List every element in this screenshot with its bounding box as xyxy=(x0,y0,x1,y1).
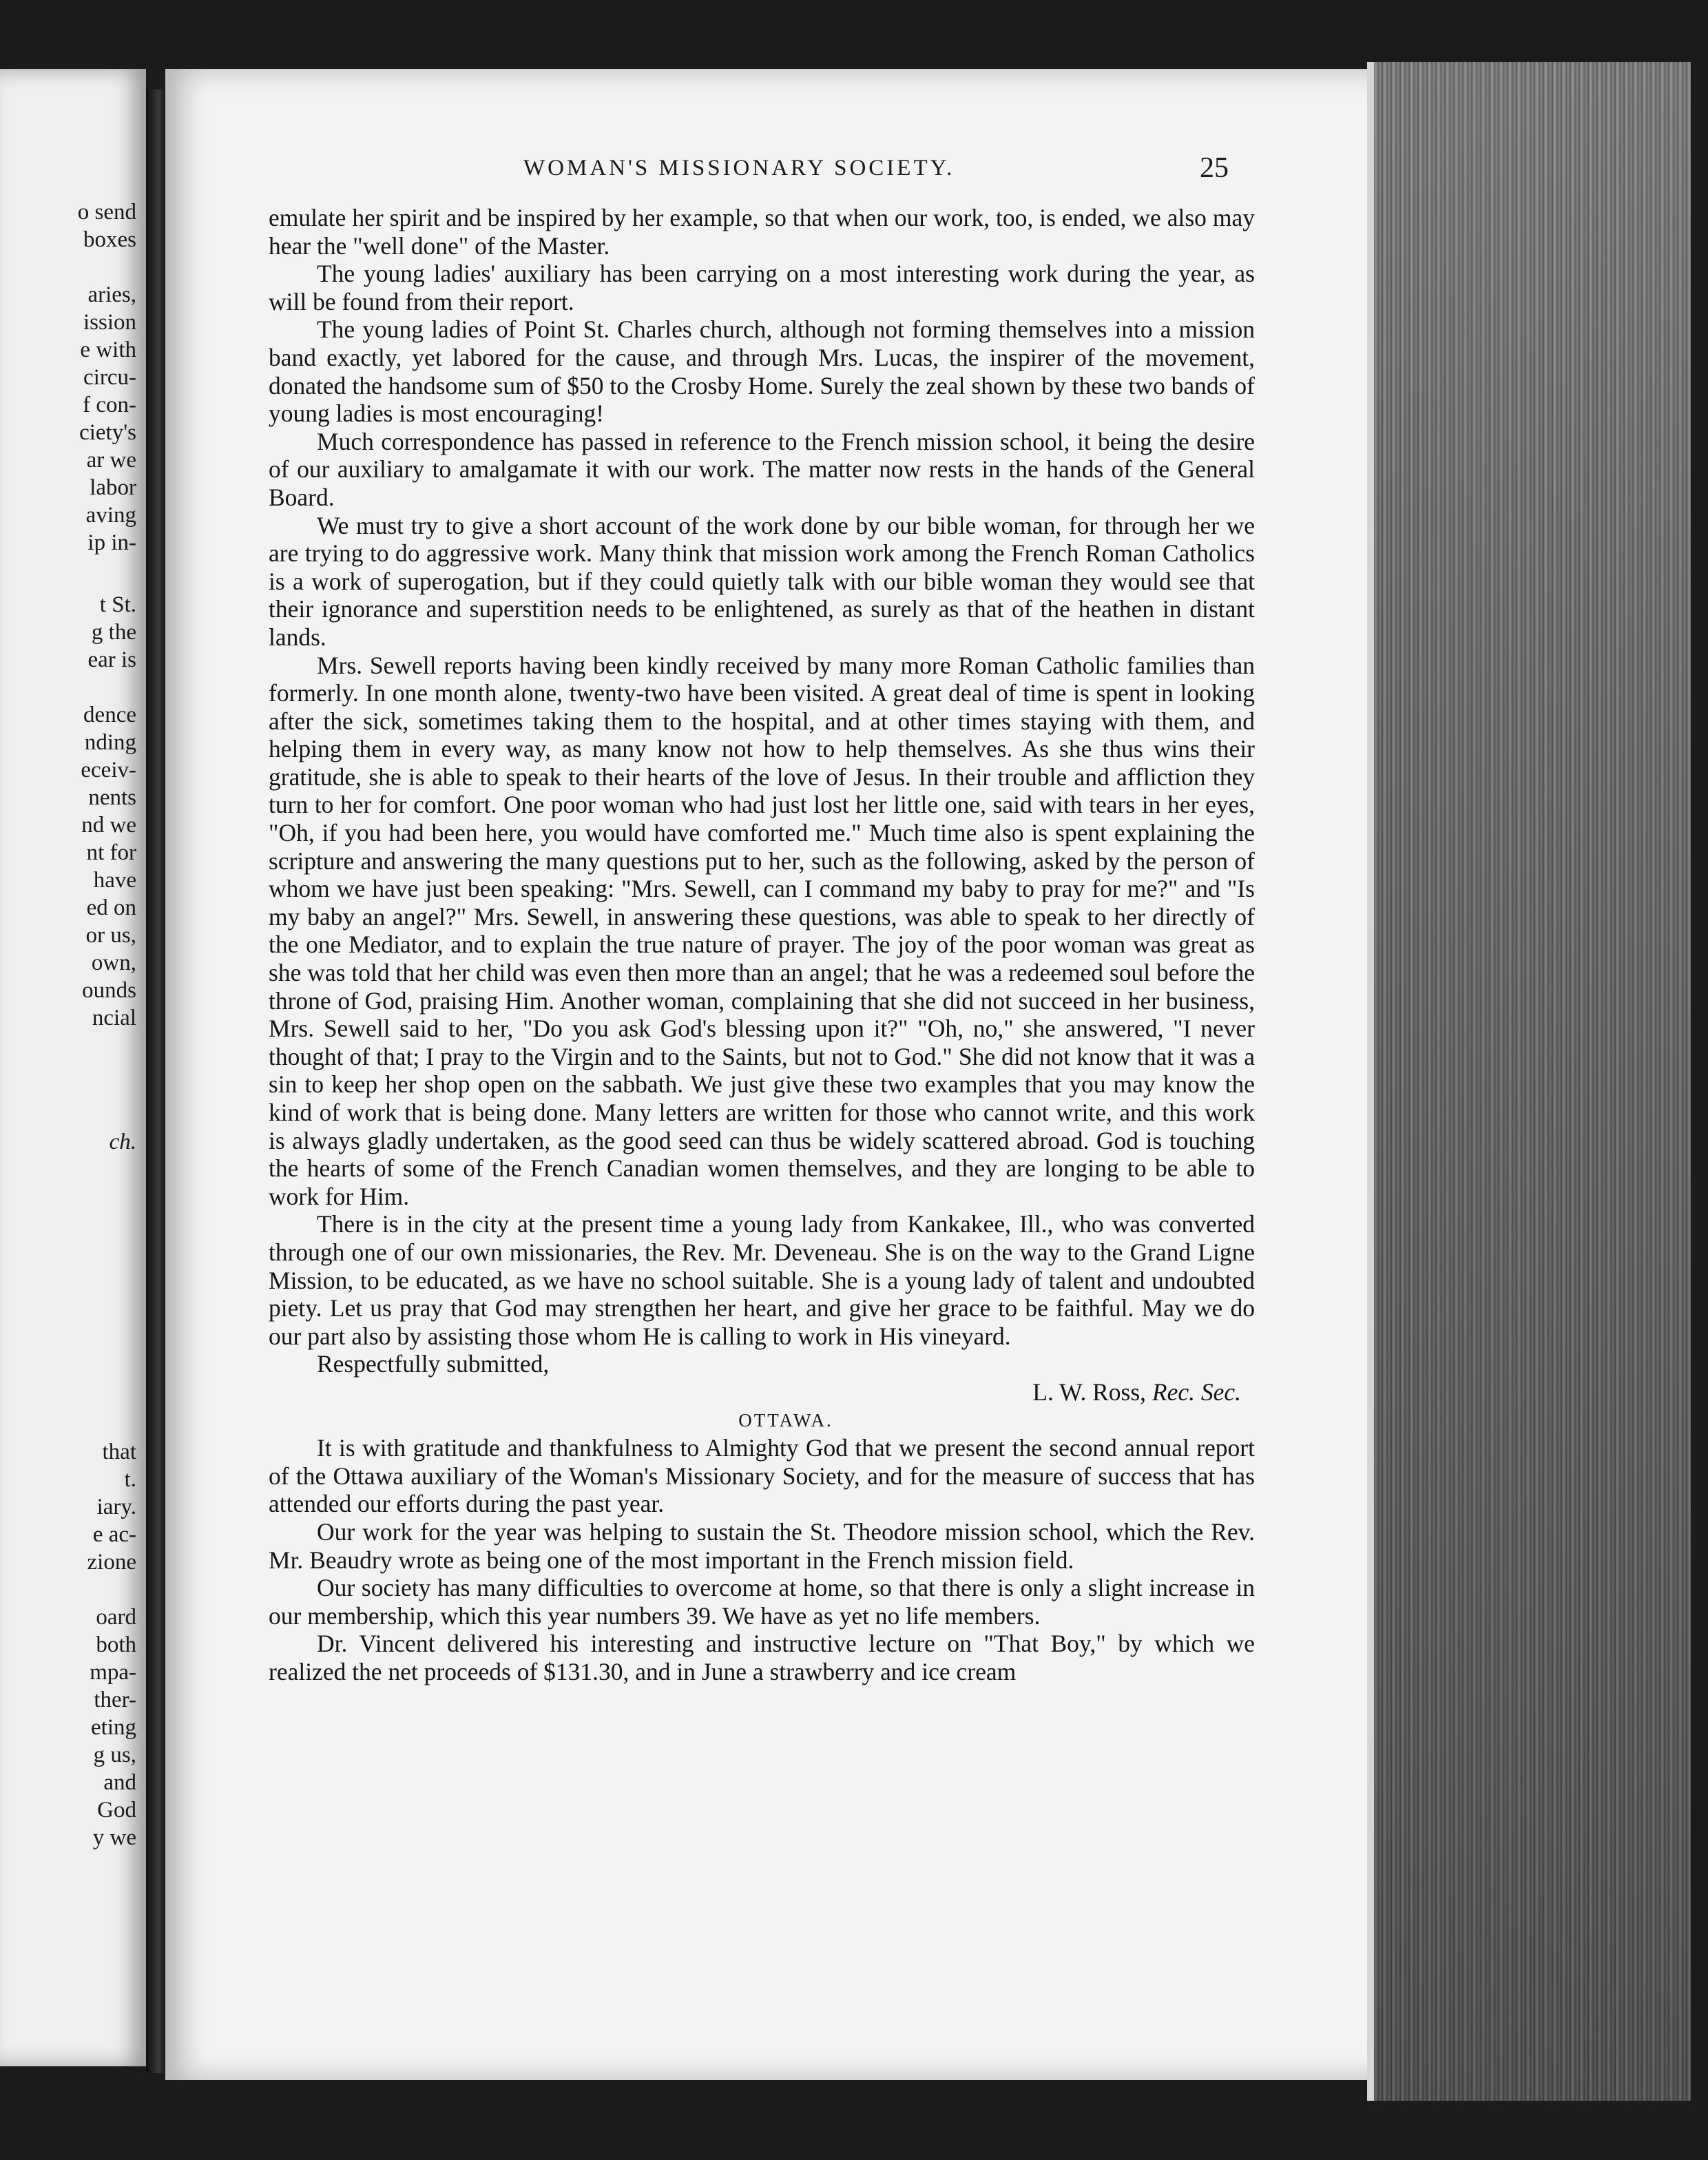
left-page-fragment: circu- xyxy=(83,365,136,390)
left-page-fragment: ip in- xyxy=(87,530,136,555)
page-edges xyxy=(1367,62,1691,2101)
left-page-fragment: have xyxy=(93,868,136,893)
left-page-fragment: ed on xyxy=(86,895,136,920)
left-page-fragment: ciety's xyxy=(79,420,136,445)
left-page-fragment: ission xyxy=(83,310,136,335)
left-page-fragment: eting xyxy=(91,1715,136,1740)
left-page-fragment: g the xyxy=(91,620,136,645)
left-page-fragment: g us, xyxy=(93,1743,136,1767)
page-number: 25 xyxy=(1200,152,1229,184)
left-page-fragment: ther- xyxy=(94,1688,136,1712)
left-page-fragment: eceiv- xyxy=(81,758,136,782)
left-page-fragment: iary. xyxy=(96,1495,136,1519)
book-gutter xyxy=(146,90,167,2073)
left-page-fragment: o send xyxy=(77,200,136,225)
closing-line: Respectfully submitted, xyxy=(317,1350,550,1378)
left-page-fragment: dence xyxy=(83,703,136,727)
left-page-fragment: t. xyxy=(124,1467,136,1492)
left-page-fragment: that xyxy=(102,1440,136,1464)
paragraph-8: It is with gratitude and thankfulness to Almighty God that we present the second annual report of the Ottawa auxiliary of the Woman's Missionary Society, and for the measure of success that has attended our efforts during the past year. xyxy=(269,1434,1255,1518)
left-page-fragment: e ac- xyxy=(92,1522,136,1547)
left-page-fragment: and xyxy=(103,1770,136,1795)
left-page-fragment: nd we xyxy=(81,813,136,838)
paragraph-5: We must try to give a short account of the work done by our bible woman, for through her we are trying to do aggressive work. Many think that mission work among the French Roman Catholics is a work of superogation, but if they could quietly talk with our bible woman they would see that their ignorance and superstition needs to be enlightened, as surely as that of the heathen in distant lands. xyxy=(269,511,1255,651)
left-page-fragment: nents xyxy=(88,785,136,810)
left-page-fragment: e with xyxy=(80,338,136,362)
left-page xyxy=(0,69,146,2066)
paragraph-7: There is in the city at the present time a young lady from Kankakee, Ill., who was converted through one of our own missionaries, the Rev. Mr. Deveneau. She is on the way to the Grand Ligne Mission, to be educated, as we have no school suitable. She is a young lady of talent and undoubted piety. Let us pray that God may strengthen her heart, and give her grace to be faithful. May we do our part also by assisting those whom He is calling to work in His vineyard. xyxy=(269,1210,1255,1350)
left-page-fragment: t St. xyxy=(99,592,136,617)
left-page-fragment: oard xyxy=(96,1605,136,1630)
left-page-fragment: f con- xyxy=(83,393,136,417)
left-page-fragment: zione xyxy=(87,1550,136,1575)
paragraph-6: Mrs. Sewell reports having been kindly received by many more Roman Catholic families than formerly. In one month alone, twenty-two have been visited. A great deal of time is spent in looking after the sick, sometimes taking them to the hospital, and at other times staying with them, and helping them in every way, as many know not how to help themselves. As she thus wins their gratitude, she is able to speak to their hearts of the love of Jesus. In their trouble and affliction they turn to her for comfort. One poor woman who had just lost her little one, said with tears in her eyes, "Oh, if you had been here, you would have comforted me." Much time also is spent explaining the scripture and answering the many questions put to her, such as the following, asked by the person of whom we have just been speaking: "Mrs. Sewell, can I command my baby to pray for me?" and "Is my baby an angel?" Mrs. Sewell, in answering these questions, was able to speak to her directly of the one Mediator, and to explain the true nature of prayer. The joy of the poor woman was great as she was told that her child was even then more than an angel; that he was a redeemed soul before the throne of God, praising Him. Another woman, complaining that she did not succeed in her business, Mrs. Sewell said to her, "Do you ask God's blessing upon it?" "Oh, no," she answered, "I never thought of that; I pray to the Virgin and to the Saints, but not to God." She did not know that it was a sin to keep her shop open on the sabbath. We just give these two examples that you may know the kind of work that is being done. Many letters are written for those who cannot write, and this work is always gladly undertaken, as the good seed can thus be widely scattered abroad. God is touching the hearts of some of the French Canadian women themselves, and they are longing to be able to work for Him. xyxy=(269,651,1255,1210)
signature xyxy=(269,1378,1255,1406)
left-page-fragment: God xyxy=(97,1798,136,1823)
article-body xyxy=(269,204,1255,1685)
left-page-fragment: or us, xyxy=(85,923,136,948)
paragraph-9: Our work for the year was helping to sustain the St. Theodore mission school, which the Rev. Mr. Beaudry wrote as being one of the most important in the French mission field. xyxy=(269,1517,1255,1574)
left-page-fragment: own, xyxy=(91,951,136,975)
left-page-fragment: aries, xyxy=(87,282,136,307)
left-page-fragment: ar we xyxy=(86,448,136,473)
left-page-fragment: mpa- xyxy=(90,1660,136,1685)
running-header: WOMAN'S MISSIONARY SOCIETY. xyxy=(523,156,955,180)
signature-title: Rec. Sec. xyxy=(1152,1378,1241,1406)
paragraph-2: The young ladies' auxiliary has been carrying on a most interesting work during the year, as will be found from their report. xyxy=(269,260,1255,315)
left-page-fragment: ounds xyxy=(82,978,136,1003)
signature-name: L. W. Ross, xyxy=(1032,1378,1147,1406)
left-page-fragment: y we xyxy=(92,1825,136,1850)
left-page-fragment: both xyxy=(96,1632,136,1657)
left-page-fragment: labor xyxy=(90,475,136,500)
left-page-fragment: ear is xyxy=(87,647,136,672)
paragraph-11: Dr. Vincent delivered his interesting and instructive lecture on "That Boy," by which we realized the net proceeds of $131.30, and in June a strawberry and ice cream xyxy=(269,1630,1255,1685)
paragraph-3: The young ladies of Point St. Charles church, although not forming themselves into a mission band exactly, yet labored for the cause, and through Mrs. Lucas, the inspirer of the movement, donated the handsome sum of $50 to the Crosby Home. Surely the zeal shown by these two bands of young ladies is most encouraging! xyxy=(269,315,1255,428)
left-page-fragment: nding xyxy=(84,730,136,755)
left-page-fragment: nt for xyxy=(86,840,136,865)
paragraph-10: Our society has many difficulties to overcome at home, so that there is only a slight increase in our membership, which this year numbers 39. We have as yet no life members. xyxy=(269,1574,1255,1630)
left-page-fragment: aving xyxy=(85,503,136,528)
left-page-fragment: ncial xyxy=(92,1006,136,1030)
left-page-fragment: boxes xyxy=(83,227,136,252)
paragraph-1: emulate her spirit and be inspired by her example, so that when our work, too, is ended, we also may hear the "well done" of the Master. xyxy=(269,204,1255,260)
left-page-fragment: ch. xyxy=(109,1130,136,1154)
section-heading-ottawa: OTTAWA. xyxy=(738,1409,833,1431)
paragraph-4: Much correspondence has passed in reference to the French mission school, it being the desire of our auxiliary to amalgamate it with our work. The matter now rests in the hands of the General Board. xyxy=(269,427,1255,511)
